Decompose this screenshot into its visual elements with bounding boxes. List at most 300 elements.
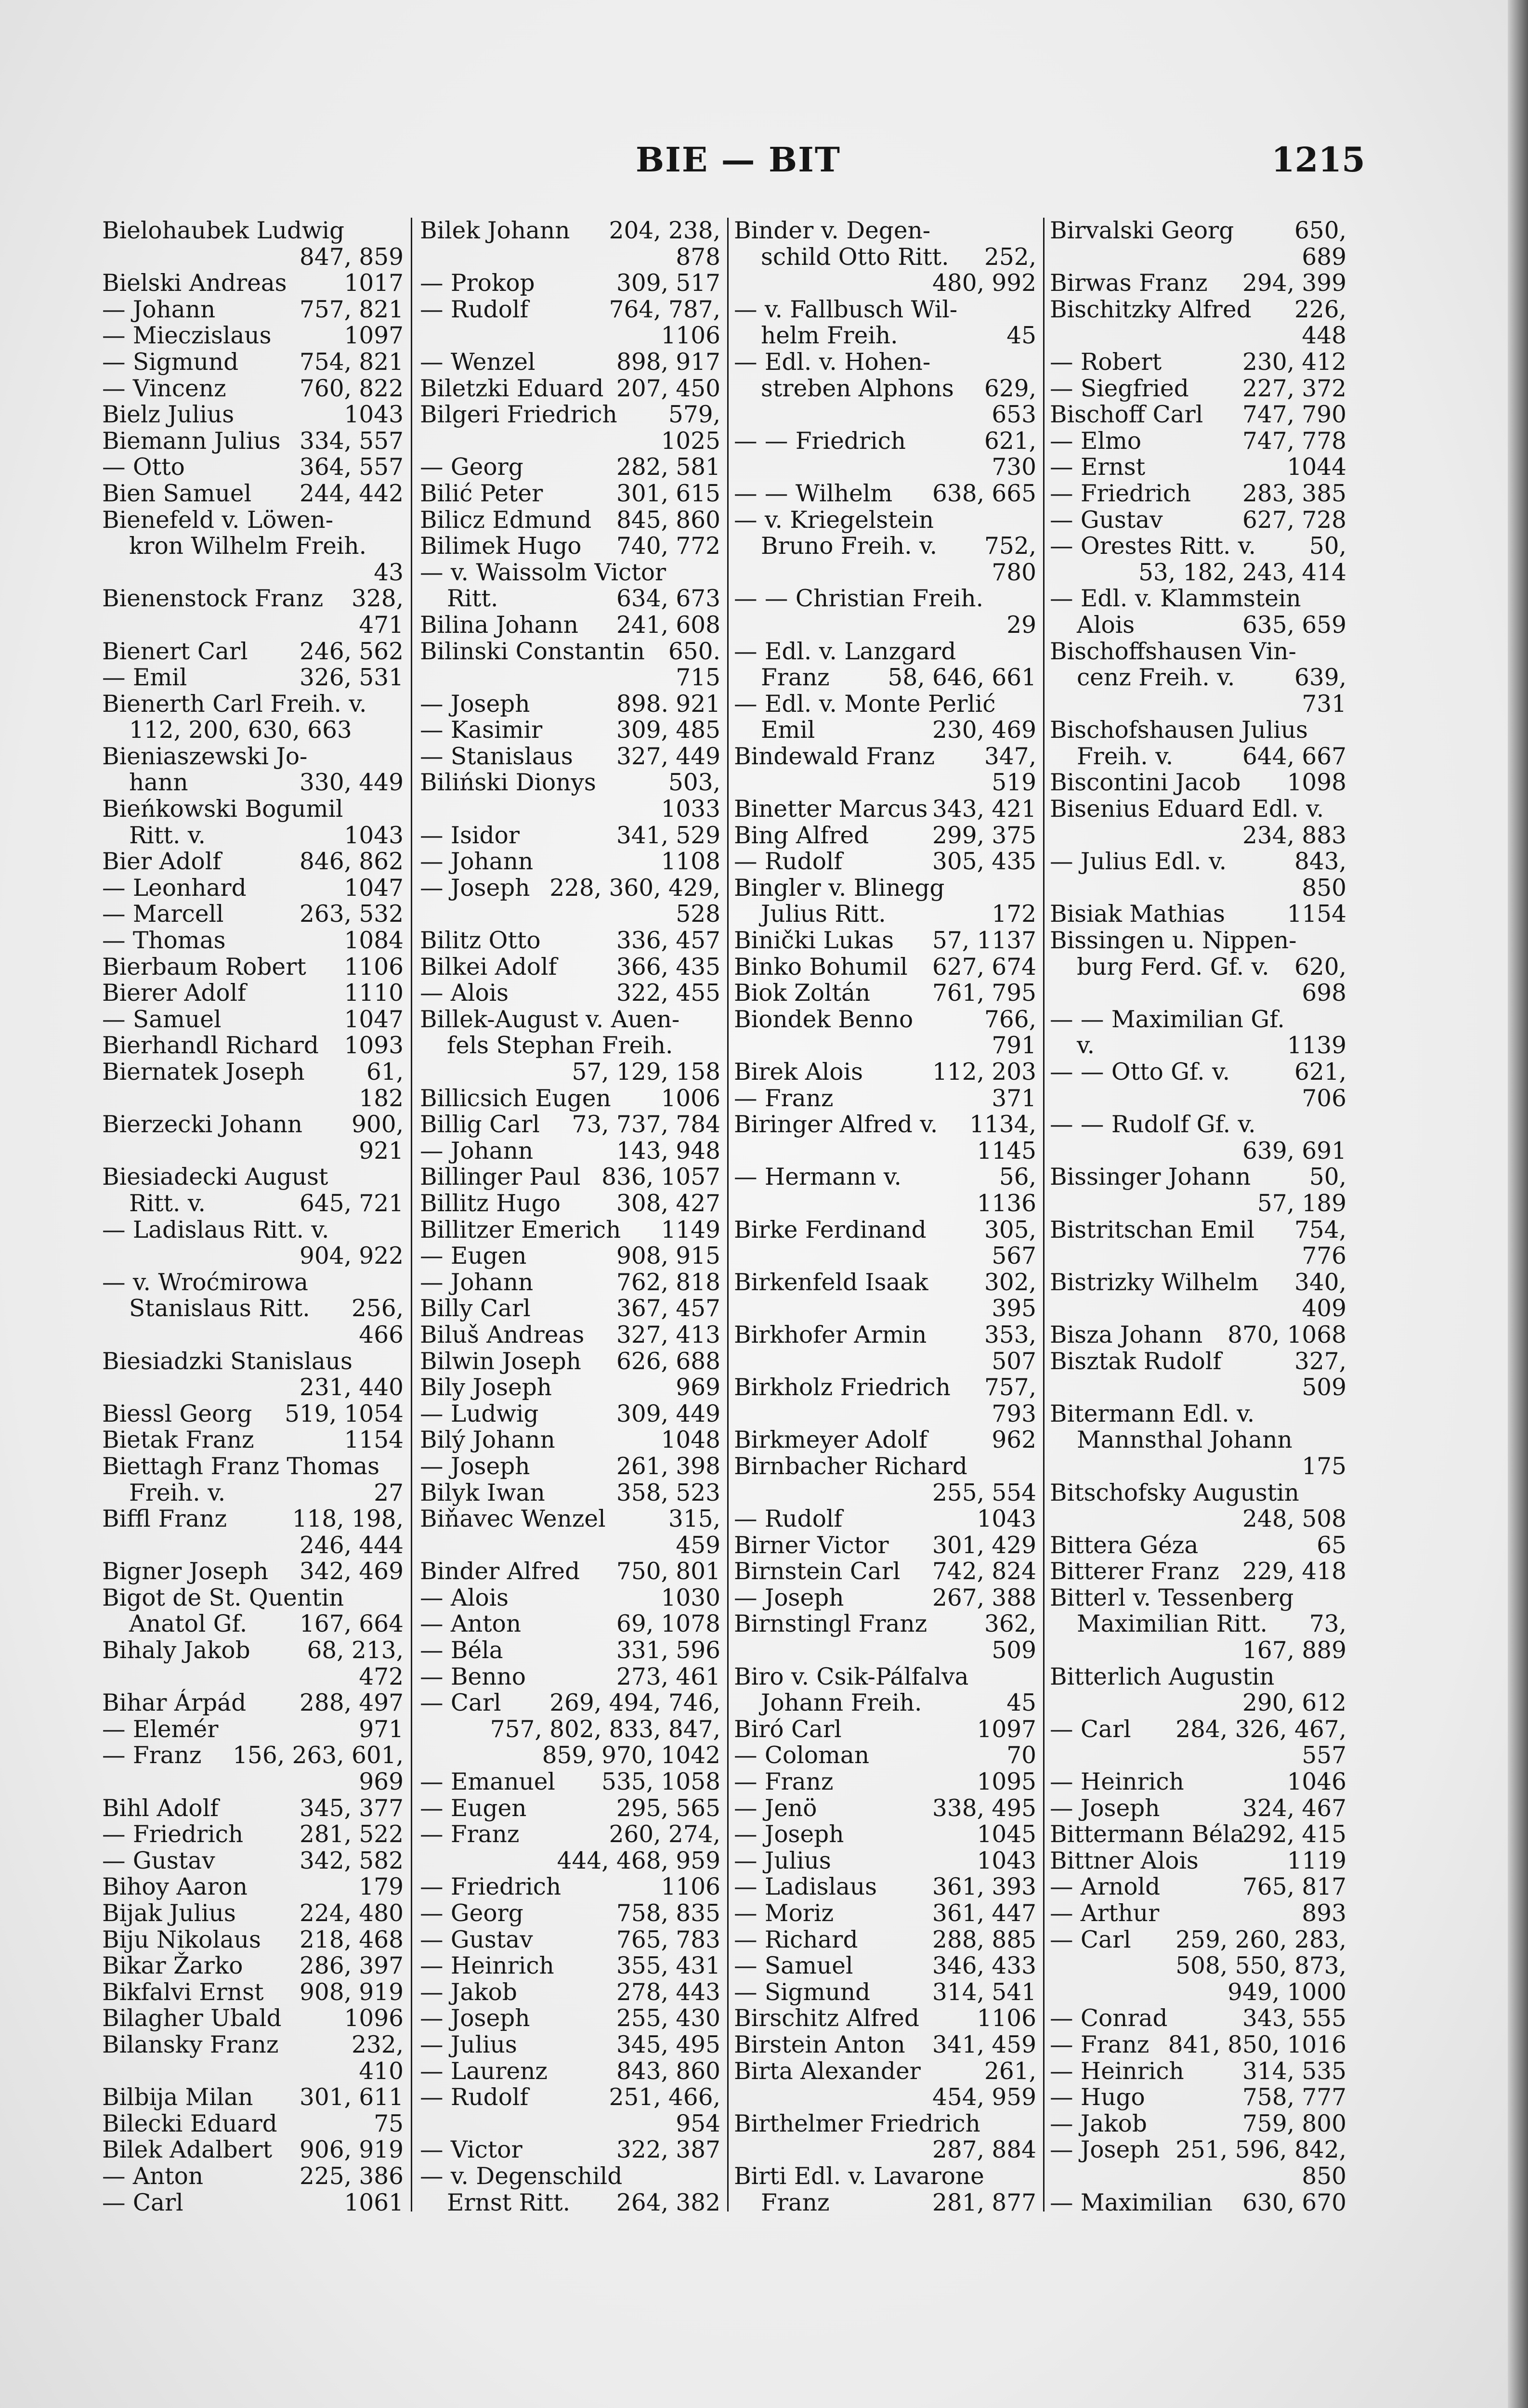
index-line <box>420 1979 720 2006</box>
index-line <box>734 1112 1036 1138</box>
entry-pages: 295, 565 <box>616 1794 720 1822</box>
index-line <box>1050 1086 1346 1112</box>
index-line <box>420 1453 720 1480</box>
entry-pages: 634, 673 <box>616 585 720 613</box>
index-line <box>734 297 1036 323</box>
index-line <box>102 1374 404 1401</box>
entry-pages: 259, 260, 283, <box>1175 1926 1346 1953</box>
entry-name: Bihaly Jakob <box>102 1637 250 1664</box>
entry-name: Bilitz Otto <box>420 927 541 955</box>
entry-pages-continued: 949, 1000 <box>1228 1978 1346 2006</box>
entry-name: — Franz <box>1050 2031 1149 2058</box>
entry-name: Biscontini Jacob <box>1050 769 1241 797</box>
entry-name: — v. Degenschild <box>420 2162 623 2190</box>
entry-pages-continued: 287, 884 <box>932 2136 1036 2164</box>
entry-pages: 327, <box>1294 1348 1346 1375</box>
entry-pages: 900, <box>352 1111 404 1139</box>
entry-name: Bieńkowski Bogumil <box>102 796 343 823</box>
index-line <box>1050 1795 1346 1822</box>
index-line <box>1050 639 1346 665</box>
entry-pages: 1046 <box>1287 1768 1346 1796</box>
entry-name: Bilkei Adolf <box>420 953 557 981</box>
index-line <box>420 2005 720 2032</box>
index-line <box>734 2032 1036 2058</box>
index-line <box>102 1664 404 1690</box>
entry-pages: 355, 431 <box>616 1952 720 1980</box>
entry-continuation: Mannsthal Johann <box>1077 1426 1293 1454</box>
entry-name: Birnstingl Franz <box>734 1610 927 1638</box>
entry-name: Biro v. Csik-Pálfalva <box>734 1663 969 1690</box>
index-line <box>734 1979 1036 2006</box>
entry-name: — Anton <box>102 2162 204 2190</box>
entry-name: Bienerth Carl Freih. v. <box>102 690 367 718</box>
entry-pages-continued: 248, 508 <box>1242 1505 1346 1533</box>
index-line <box>102 1532 404 1559</box>
index-line <box>1050 1558 1346 1585</box>
entry-name: Bilansky Franz <box>102 2031 279 2058</box>
entry-name: Birta Alexander <box>734 2057 921 2085</box>
entry-name: — Heinrich <box>1050 2057 1184 2085</box>
index-line <box>102 218 404 244</box>
entry-name: — Joseph <box>420 874 530 902</box>
index-line <box>420 849 720 875</box>
entry-pages-continued: 847, 859 <box>300 243 404 271</box>
index-line <box>734 1296 1036 1322</box>
index-line <box>102 717 404 744</box>
entry-pages-continued: 43 <box>374 559 404 586</box>
index-line <box>420 1138 720 1165</box>
entry-name: — Jakob <box>1050 2110 1147 2137</box>
index-line <box>1050 2163 1346 2190</box>
index-line <box>102 560 404 586</box>
entry-name: — — Wilhelm <box>734 480 893 507</box>
index-line <box>420 323 720 349</box>
index-line <box>420 1296 720 1322</box>
entry-pages: 315, <box>668 1505 720 1533</box>
entry-pages-continued: 1033 <box>661 796 720 823</box>
index-line <box>734 349 1036 376</box>
entry-name: Bisiak Mathias <box>1050 901 1225 928</box>
index-line <box>102 639 404 665</box>
entry-name: Binko Bohumil <box>734 953 908 981</box>
entry-pages: 273, 461 <box>616 1663 720 1690</box>
index-line <box>102 1795 404 1822</box>
entry-name: — Edl. v. Klammstein <box>1050 585 1301 613</box>
index-line <box>1050 297 1346 323</box>
index-line <box>1050 1927 1346 1953</box>
index-line <box>102 770 404 796</box>
index-line <box>420 1900 720 1927</box>
index-line <box>102 901 404 928</box>
index-line <box>102 533 404 560</box>
index-line <box>420 980 720 1007</box>
entry-pages: 908, 915 <box>616 1243 720 1270</box>
entry-name: Bikar Žarko <box>102 1952 243 1980</box>
entry-name: Birti Edl. v. Lavarone <box>734 2162 984 2190</box>
entry-pages: 639, <box>1294 664 1346 692</box>
index-line <box>734 428 1036 455</box>
entry-name: Bilbija Milan <box>102 2084 253 2111</box>
entry-name: Bijak Julius <box>102 1900 236 1927</box>
entry-name: Bihar Árpád <box>102 1689 247 1717</box>
entry-name: Birkmeyer Adolf <box>734 1426 927 1454</box>
entry-continuation: schild Otto Ritt. <box>761 243 949 271</box>
index-line <box>102 1821 404 1848</box>
index-line <box>734 1848 1036 1874</box>
entry-name: Birkhofer Armin <box>734 1321 927 1348</box>
index-line <box>1050 376 1346 402</box>
entry-name: Bilek Adalbert <box>102 2136 273 2164</box>
entry-pages: 292, 415 <box>1242 1821 1346 1848</box>
entry-name: — Rudolf <box>420 296 529 323</box>
entry-pages-continued: 1145 <box>977 1137 1036 1165</box>
index-line <box>734 1138 1036 1165</box>
index-line <box>102 691 404 718</box>
entry-name: Biju Nikolaus <box>102 1926 261 1953</box>
entry-name: Bischoffshausen Vin- <box>1050 638 1296 665</box>
entry-pages: 324, 467 <box>1242 1794 1346 1822</box>
entry-name: Bingler v. Blinegg <box>734 874 945 902</box>
entry-name: Birstein Anton <box>734 2031 905 2058</box>
index-line <box>1050 454 1346 481</box>
index-line <box>102 1401 404 1427</box>
entry-pages: 314, 535 <box>1242 2057 1346 2085</box>
index-line <box>1050 402 1346 428</box>
entry-pages: 230, 412 <box>1242 348 1346 376</box>
entry-pages: 1044 <box>1287 454 1346 481</box>
entry-name: — Friedrich <box>102 1821 244 1848</box>
entry-pages: 962 <box>992 1426 1036 1454</box>
index-line <box>102 1769 404 1795</box>
entry-name: — Joseph <box>420 690 530 718</box>
index-line <box>734 1558 1036 1585</box>
entry-name: — Laurenz <box>420 2057 548 2085</box>
entry-pages: 278, 443 <box>616 1978 720 2006</box>
index-line <box>102 1322 404 1348</box>
entry-pages: 1106 <box>977 2005 1036 2032</box>
entry-pages: 179 <box>359 1873 404 1901</box>
entry-name: — Vincenz <box>102 375 226 402</box>
entry-pages: 841, 850, 1016 <box>1168 2031 1346 2058</box>
index-line <box>1050 1059 1346 1086</box>
index-line <box>1050 2058 1346 2085</box>
index-line <box>420 1374 720 1401</box>
entry-name: Biondek Benno <box>734 1006 914 1033</box>
index-line <box>1050 1138 1346 1165</box>
entry-pages-continued: 509 <box>1302 1374 1346 1401</box>
entry-pages-continued: 921 <box>359 1137 404 1165</box>
index-line <box>420 376 720 402</box>
entry-name: Bienenstock Franz <box>102 585 324 613</box>
entry-pages: 846, 862 <box>300 848 404 876</box>
index-line <box>420 2058 720 2085</box>
entry-pages: 65 <box>1317 1531 1346 1559</box>
entry-pages: 322, 387 <box>616 2136 720 2164</box>
index-line <box>420 1821 720 1848</box>
entry-pages-continued: 448 <box>1302 322 1346 350</box>
index-line <box>734 954 1036 981</box>
index-line <box>1050 1007 1346 1033</box>
entry-name: — Prokop <box>420 270 535 297</box>
index-line <box>734 481 1036 507</box>
index-line <box>734 2163 1036 2190</box>
index-line <box>420 1795 720 1822</box>
index-line <box>1050 875 1346 902</box>
index-line <box>420 796 720 823</box>
entry-name: Billinger Paul <box>420 1164 581 1191</box>
entry-name: — Thomas <box>102 927 226 955</box>
entry-continuation: Stanislaus Ritt. <box>129 1295 310 1322</box>
entry-name: Bihoy Aaron <box>102 1873 248 1901</box>
entry-pages: 345, 495 <box>616 2031 720 2058</box>
entry-name: — Ernst <box>1050 454 1146 481</box>
entry-pages-continued: 878 <box>676 243 720 271</box>
entry-pages: 334, 557 <box>300 427 404 455</box>
index-line <box>734 796 1036 823</box>
entry-pages-continued: 1025 <box>661 427 720 455</box>
entry-name: Billitzer Emerich <box>420 1216 621 1243</box>
index-line <box>734 1217 1036 1243</box>
entry-name: — Coloman <box>734 1742 870 1769</box>
entry-name: — Mieczislaus <box>102 322 272 350</box>
index-line <box>734 2137 1036 2163</box>
index-line <box>420 586 720 612</box>
index-line <box>1050 270 1346 297</box>
entry-pages: 747, 778 <box>1242 427 1346 455</box>
index-line <box>1050 560 1346 586</box>
entry-pages: 535, 1058 <box>601 1768 720 1796</box>
entry-pages-continued: 639, 691 <box>1242 1137 1346 1165</box>
entry-name: Birke Ferdinand <box>734 1216 927 1243</box>
entry-name: — — Rudolf Gf. v. <box>1050 1111 1256 1139</box>
entry-name: — Gustav <box>1050 506 1163 534</box>
entry-name: Biesiadecki August <box>102 1164 328 1191</box>
index-line <box>734 270 1036 297</box>
entry-name: Bilgeri Friedrich <box>420 401 617 429</box>
entry-name: Bienert Carl <box>102 638 248 665</box>
entry-pages: 347, <box>984 743 1036 770</box>
index-line <box>102 402 404 428</box>
index-line <box>734 586 1036 612</box>
index-line <box>420 2032 720 2058</box>
entry-name: — Edl. v. Hohen- <box>734 348 931 376</box>
entry-pages-continued: 480, 992 <box>932 270 1036 297</box>
entry-pages: 644, 667 <box>1242 743 1346 770</box>
entry-pages-continued: 698 <box>1302 980 1346 1007</box>
entry-pages: 761, 795 <box>932 980 1036 1007</box>
entry-pages: 309, 517 <box>616 270 720 297</box>
index-line <box>420 1690 720 1716</box>
entry-pages: 627, 674 <box>932 953 1036 981</box>
index-line <box>734 1716 1036 1743</box>
entry-continuation: Freih. v. <box>129 1479 226 1506</box>
index-line <box>734 1164 1036 1191</box>
entry-name: — Ladislaus <box>734 1873 877 1901</box>
entry-name: Bier Adolf <box>102 848 222 876</box>
index-line <box>1050 244 1346 271</box>
index-line <box>102 1558 404 1585</box>
entry-name: Birvalski Georg <box>1050 218 1234 244</box>
index-line <box>734 1427 1036 1453</box>
index-line <box>734 665 1036 691</box>
index-line <box>420 1427 720 1453</box>
entry-pages-continued: 410 <box>359 2057 404 2085</box>
index-line <box>102 428 404 455</box>
entry-continuation: Anatol Gf. <box>129 1610 248 1638</box>
entry-pages: 263, 532 <box>300 901 404 928</box>
index-line <box>1050 1453 1346 1480</box>
index-line <box>1050 1217 1346 1243</box>
index-line <box>420 1164 720 1191</box>
index-line <box>1050 980 1346 1007</box>
index-column-2 <box>420 218 720 2231</box>
entry-name: — Joseph <box>734 1821 844 1848</box>
entry-pages-continued: 1136 <box>977 1190 1036 1217</box>
index-line <box>420 717 720 744</box>
entry-pages: 630, 670 <box>1242 2189 1346 2216</box>
entry-name: — Johann <box>102 296 216 323</box>
index-line <box>734 717 1036 744</box>
entry-name: — Sigmund <box>102 348 239 376</box>
index-line <box>102 1112 404 1138</box>
index-line <box>102 1296 404 1322</box>
index-line <box>734 1769 1036 1795</box>
entry-name: — Conrad <box>1050 2005 1168 2032</box>
entry-pages: 754, <box>1294 1216 1346 1243</box>
index-line <box>102 1138 404 1165</box>
entry-name: — Gustav <box>102 1847 215 1874</box>
entry-name: Biettagh Franz Thomas <box>102 1453 379 1480</box>
entry-name: Biró Carl <box>734 1715 842 1743</box>
entry-name: — Jenö <box>734 1794 817 1822</box>
index-line <box>102 1164 404 1191</box>
index-line <box>734 1874 1036 1900</box>
entry-pages: 362, <box>984 1610 1036 1638</box>
entry-pages: 1047 <box>344 1006 404 1033</box>
entry-pages-continued: 954 <box>676 2110 720 2137</box>
entry-pages: 301, 615 <box>616 480 720 507</box>
index-line <box>420 2137 720 2163</box>
entry-name: — Edl. v. Lanzgard <box>734 638 956 665</box>
entry-pages-continued: 850 <box>1302 2162 1346 2190</box>
entry-pages: 57, 1137 <box>932 927 1036 955</box>
entry-pages: 1084 <box>344 927 404 955</box>
index-line <box>102 586 404 612</box>
entry-pages: 870, 1068 <box>1228 1321 1346 1348</box>
index-line <box>734 1453 1036 1480</box>
entry-continuation: Ritt. v. <box>129 1190 206 1217</box>
entry-continuation: Emil <box>761 717 815 744</box>
entry-pages: 1030 <box>661 1584 720 1611</box>
index-line <box>420 1532 720 1559</box>
entry-name: Bindewald Franz <box>734 743 935 770</box>
index-line <box>420 428 720 455</box>
entry-continuation: helm Freih. <box>761 322 898 350</box>
entry-name: Bilimek Hugo <box>420 533 582 560</box>
entry-name: — Moriz <box>734 1900 834 1927</box>
index-line <box>734 1821 1036 1848</box>
index-line <box>102 2111 404 2137</box>
entry-pages: 1045 <box>977 1821 1036 1848</box>
index-line <box>1050 1769 1346 1795</box>
entry-name: Binder v. Degen- <box>734 218 931 244</box>
entry-pages: 1048 <box>661 1426 720 1454</box>
entry-pages: 342, 582 <box>300 1847 404 1874</box>
index-line <box>102 1690 404 1716</box>
entry-name: — Joseph <box>420 1453 530 1480</box>
index-line <box>734 691 1036 718</box>
index-line <box>1050 1191 1346 1217</box>
index-line <box>420 1191 720 1217</box>
entry-pages: 50, <box>1309 1164 1346 1191</box>
entry-pages: 762, 818 <box>616 1269 720 1296</box>
entry-pages-continued: 780 <box>992 559 1036 586</box>
entry-pages: 305, <box>984 1216 1036 1243</box>
entry-pages-continued: 175 <box>1302 1453 1346 1480</box>
entry-pages: 650. <box>668 638 720 665</box>
index-line <box>102 849 404 875</box>
entry-name: — v. Waissolm Victor <box>420 559 666 586</box>
entry-pages: 229, 418 <box>1242 1558 1346 1585</box>
entry-pages: 322, 455 <box>616 980 720 1007</box>
entry-pages: 343, 555 <box>1242 2005 1346 2032</box>
index-line <box>102 823 404 849</box>
entry-pages: 267, 388 <box>932 1584 1036 1611</box>
page-edge-shadow <box>1508 0 1528 2408</box>
entry-name: Birschitz Alfred <box>734 2005 920 2032</box>
entry-pages: 367, 457 <box>616 1295 720 1322</box>
entry-name: — Carl <box>102 2189 183 2216</box>
entry-pages: 326, 531 <box>300 664 404 692</box>
entry-name: — v. Kriegelstein <box>734 506 934 534</box>
entry-pages: 118, 198, <box>292 1505 404 1533</box>
entry-name: — Arnold <box>1050 1873 1161 1901</box>
entry-pages: 1134, <box>969 1111 1036 1139</box>
entry-pages: 742, 824 <box>932 1558 1036 1585</box>
entry-name: Biemann Julius <box>102 427 281 455</box>
index-line <box>1050 481 1346 507</box>
index-line <box>420 770 720 796</box>
entry-pages: 45 <box>1006 1689 1036 1717</box>
index-line <box>734 1611 1036 1637</box>
entry-pages: 302, <box>984 1269 1036 1296</box>
index-line <box>1050 586 1346 612</box>
entry-continuation: Franz <box>761 2189 830 2216</box>
entry-pages: 758, 835 <box>616 1900 720 1927</box>
index-line <box>1050 1243 1346 1269</box>
entry-name: — Rudolf <box>734 1505 843 1533</box>
entry-pages: 288, 497 <box>300 1689 404 1717</box>
entry-pages: 241, 608 <box>616 611 720 639</box>
entry-continuation: Franz <box>761 664 830 692</box>
index-line <box>734 1269 1036 1296</box>
index-line <box>420 1927 720 1953</box>
index-line <box>420 1059 720 1086</box>
index-line <box>734 612 1036 639</box>
entry-pages: 361, 447 <box>932 1900 1036 1927</box>
index-line <box>1050 928 1346 954</box>
entry-pages: 251, 596, 842, <box>1175 2136 1346 2164</box>
entry-pages-continued: 757, 802, 833, 847, <box>490 1715 720 1743</box>
entry-name: Biernatek Joseph <box>102 1059 305 1086</box>
entry-pages-continued: 731 <box>1302 690 1346 718</box>
entry-name: — Victor <box>420 2136 522 2164</box>
entry-name: — Samuel <box>102 1006 222 1033</box>
entry-continuation: Johann Freih. <box>761 1689 922 1717</box>
entry-pages: 366, 435 <box>616 953 720 981</box>
entry-pages: 50, <box>1309 533 1346 560</box>
entry-pages: 345, 377 <box>300 1794 404 1822</box>
